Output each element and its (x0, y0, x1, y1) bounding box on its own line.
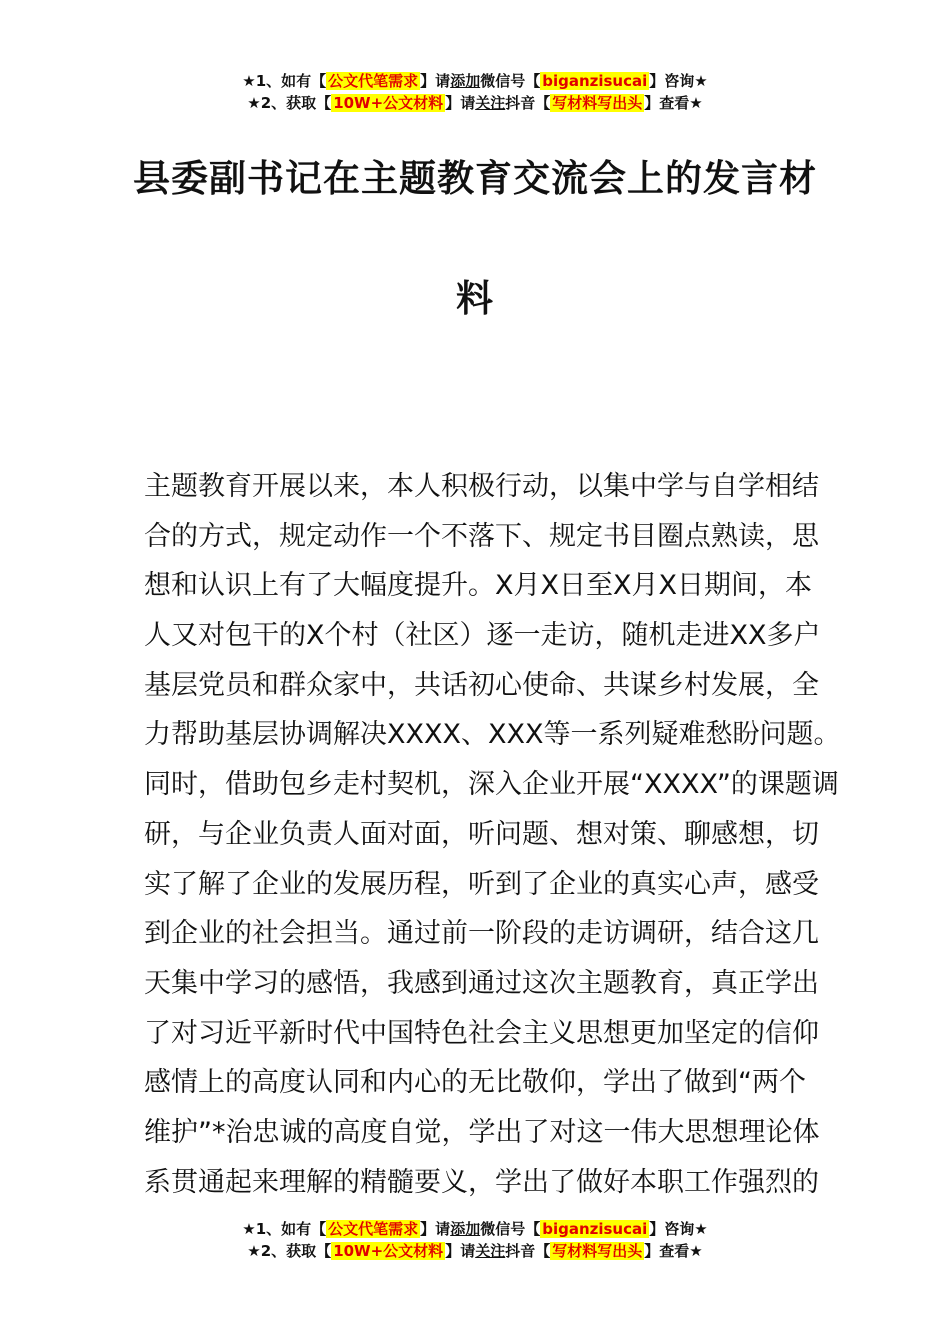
body-line: 想和认识上有了大幅度提升。X月X日至X月X日期间，本 (144, 570, 812, 602)
body-line: 力帮助基层协调解决XXXX、XXX等一系列疑难愁盼问题。 (144, 719, 841, 751)
promo-line-1-suffix: 】咨询★ (649, 72, 708, 90)
promo-footer (0, 1218, 950, 1262)
promo-wechat-id: biganzisucai (542, 72, 648, 90)
promo-add-text: 添加 (450, 1220, 481, 1238)
body-line: 到企业的社会担当。通过前一阶段的走访调研，结合这几 (144, 918, 819, 950)
promo-line-1-mid: 】请 (420, 1220, 451, 1238)
body-line: 研，与企业负责人面对面，听问题、想对策、聊感想，切 (144, 818, 819, 850)
promo-line-2-suffix: 】查看★ (644, 94, 703, 112)
body-line: 实了解了企业的发展历程，听到了企业的真实心声，感受 (144, 868, 819, 900)
promo-line-1-mid2: 微信号【 (480, 72, 541, 90)
promo-line-2-prefix: ★2、获取【 (247, 1242, 332, 1260)
body-line: 同时，借助包乡走村契机，深入企业开展“XXXX”的课题调 (144, 769, 839, 801)
promo-line-2-prefix: ★2、获取【 (247, 94, 332, 112)
promo-highlight-writing-service: 公文代笔需求 (328, 1220, 419, 1238)
promo-wechat-id: biganzisucai (542, 1220, 648, 1238)
promo-line-1-prefix: ★1、如有【 (242, 1220, 327, 1238)
promo-line-2 (0, 1240, 950, 1262)
document-title-line-2: 料 (456, 277, 494, 320)
promo-line-2-mid2: 抖音【 (505, 94, 551, 112)
promo-line-2-mid: 】请 (445, 1242, 476, 1260)
body-line: 合的方式，规定动作一个不落下、规定书目圈点熟读，思 (144, 520, 819, 552)
promo-line-1 (0, 1218, 950, 1240)
body-line: 主题教育开展以来，本人积极行动，以集中学与自学相结 (144, 471, 819, 502)
body-line: 了对习近平新时代中国特色社会主义思想更加坚定的信仰 (144, 1017, 819, 1049)
promo-follow-text: 关注 (475, 94, 506, 112)
body-line: 天集中学习的感悟，我感到通过这次主题教育，真正学出 (144, 967, 819, 999)
promo-highlight-writing-service: 公文代笔需求 (328, 72, 419, 90)
promo-line-1-mid: 】请 (420, 72, 451, 90)
promo-highlight-materials: 10W+公文材料 (333, 1242, 444, 1260)
promo-follow-text: 关注 (475, 1242, 506, 1260)
promo-line-1-prefix: ★1、如有【 (242, 72, 327, 90)
promo-douyin-account: 写材料写出头 (552, 1242, 643, 1260)
document-body (144, 462, 841, 1207)
promo-header (0, 70, 950, 114)
promo-line-2-mid: 】请 (445, 94, 476, 112)
body-line: 基层党员和群众家中，共话初心使命、共谋乡村发展，全 (144, 669, 819, 701)
promo-line-1 (0, 70, 950, 92)
promo-line-1-suffix: 】咨询★ (649, 1220, 708, 1238)
promo-line-2-mid2: 抖音【 (505, 1242, 551, 1260)
promo-line-1-mid2: 微信号【 (480, 1220, 541, 1238)
body-line: 系贯通起来理解的精髓要义，学出了做好本职工作强烈的 (144, 1166, 819, 1198)
promo-line-2 (0, 92, 950, 114)
promo-highlight-materials: 10W+公文材料 (333, 94, 444, 112)
promo-douyin-account: 写材料写出头 (552, 94, 643, 112)
body-line: 感情上的高度认同和内心的无比敬仰，学出了做到“两个 (144, 1067, 806, 1099)
body-line: 人又对包干的X个村（社区）逐一走访，随机走进XX多户 (144, 620, 821, 652)
promo-add-text: 添加 (450, 72, 481, 90)
document-title-line-1: 县委副书记在主题教育交流会上的发言材 (133, 157, 817, 200)
promo-line-2-suffix: 】查看★ (644, 1242, 703, 1260)
body-line: 维护”*治忠诚的高度自觉，学出了对这一伟大思想理论体 (144, 1116, 820, 1148)
